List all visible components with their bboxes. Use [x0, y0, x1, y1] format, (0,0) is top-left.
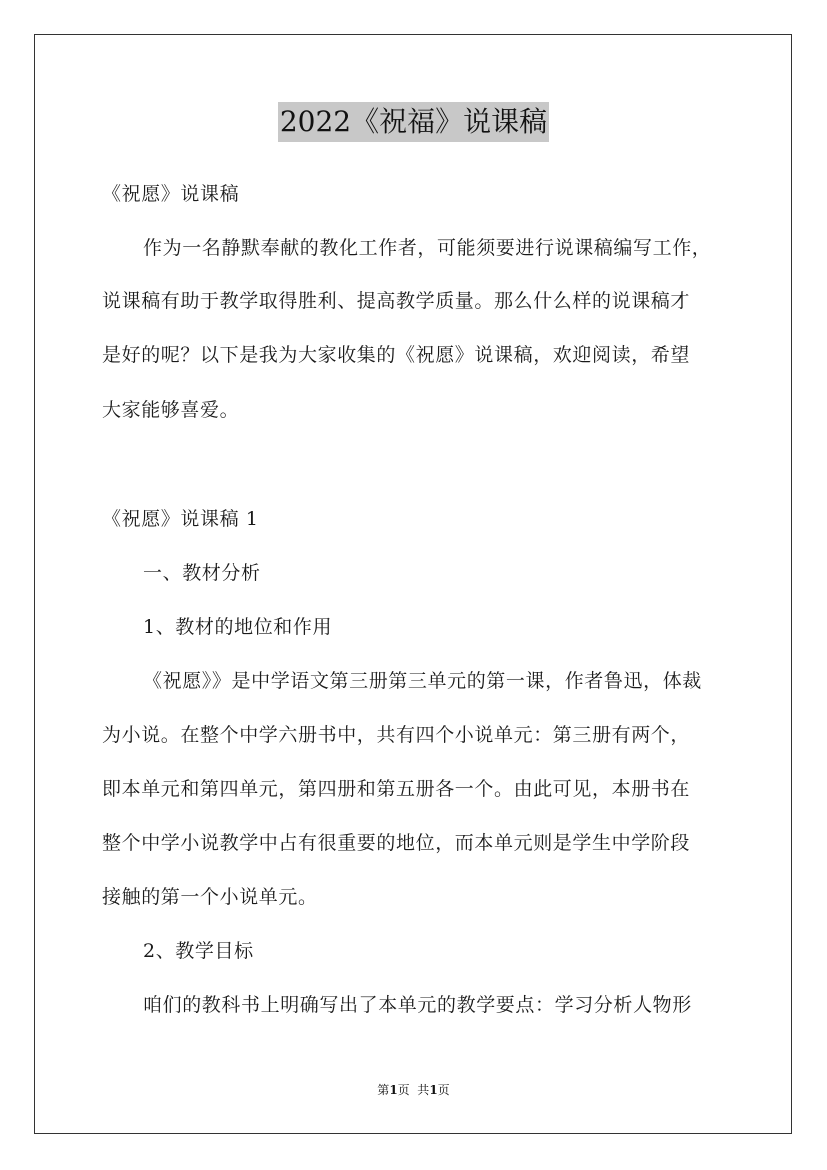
page-footer	[0, 1082, 827, 1098]
paragraph-line: 整个中学小说教学中占有很重要的地位，而本单元则是学生中学阶段	[102, 832, 691, 854]
paragraph-line: 接触的第一个小说单元。	[102, 886, 318, 908]
paragraph-line: 咱们的教科书上明确写出了本单元的教学要点：学习分析人物形	[143, 994, 692, 1016]
intro-line: 说课稿有助于教学取得胜利、提高教学质量。那么什么样的说课稿才	[102, 290, 691, 312]
footer-suffix: 页	[437, 1083, 450, 1097]
section-title: 《祝愿》说课稿 1	[102, 508, 259, 530]
document-subtitle: 《祝愿》说课稿	[102, 183, 240, 205]
paragraph-line: 即本单元和第四单元，第四册和第五册各一个。由此可见，本册书在	[102, 778, 691, 800]
heading-teaching-material-analysis: 一、教材分析	[143, 562, 261, 584]
footer-page-number: 1	[389, 1083, 398, 1097]
document-title: 2022《祝福》说课稿	[278, 102, 549, 142]
intro-line: 作为一名静默奉献的教化工作者，可能须要进行说课稿编写工作，	[143, 237, 712, 259]
footer-prefix: 第	[377, 1083, 390, 1097]
footer-mid: 页 共	[397, 1083, 430, 1097]
heading-material-role: 1、教材的地位和作用	[143, 616, 333, 638]
intro-line: 是好的呢？以下是我为大家收集的《祝愿》说课稿，欢迎阅读，希望	[102, 344, 691, 366]
paragraph-line: 为小说。在整个中学六册书中，共有四个小说单元：第三册有两个，	[102, 724, 691, 746]
paragraph-line: 《祝愿》》是中学语文第三册第三单元的第一课，作者鲁迅，体裁	[143, 670, 702, 692]
footer-total-pages: 1	[429, 1083, 438, 1097]
intro-line: 大家能够喜爱。	[102, 399, 240, 421]
title-container	[0, 102, 827, 142]
heading-teaching-goals: 2、教学目标	[143, 940, 254, 962]
